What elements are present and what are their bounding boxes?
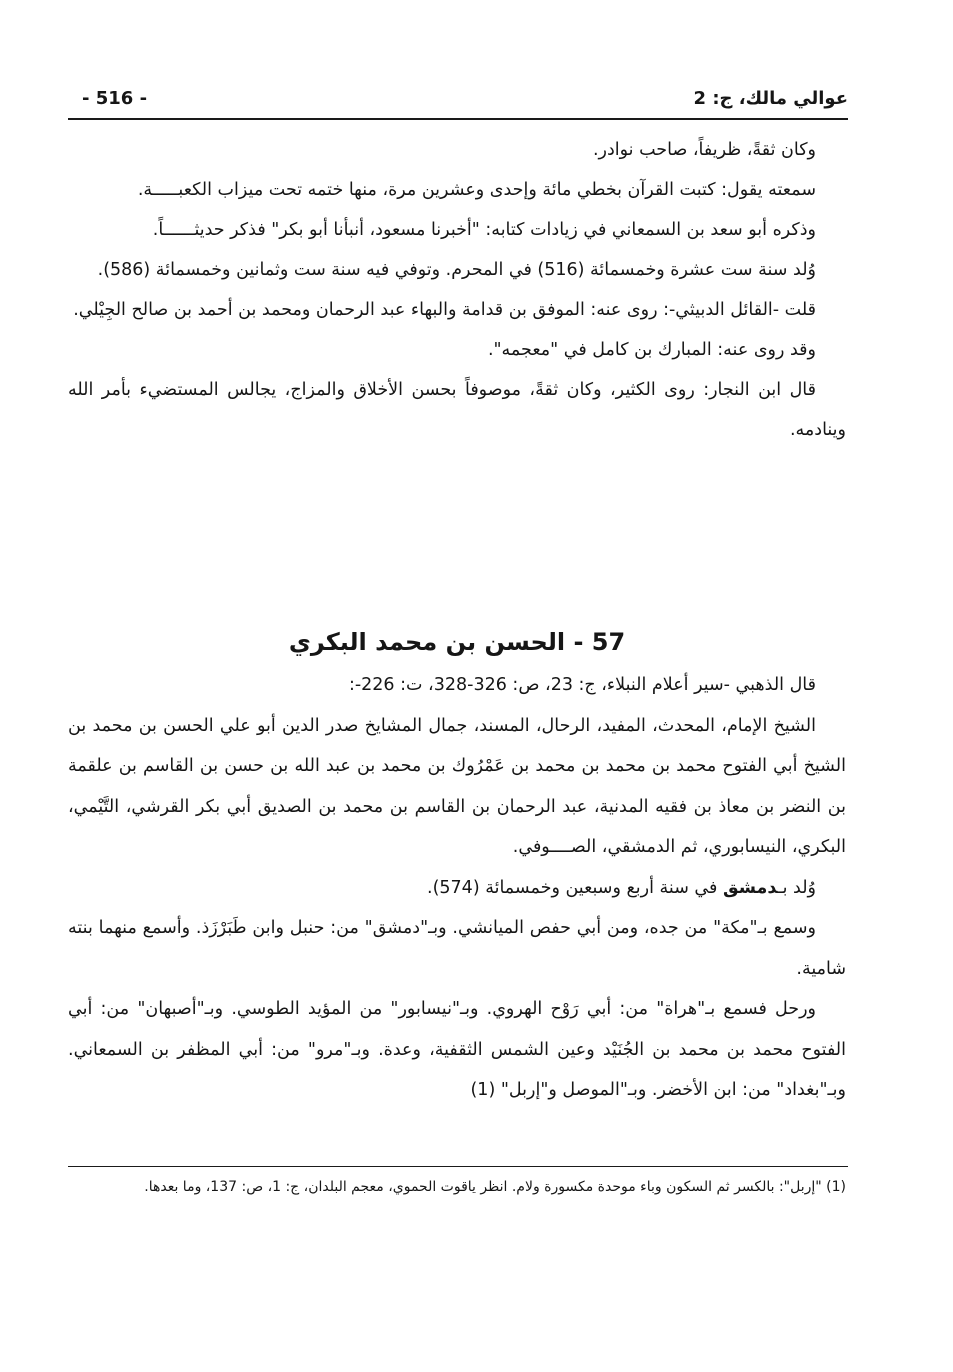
paragraph: قلت -القائل الدبيثي-: روى عنه: الموفق بن قدامة والبهاء عبد الرحمان ومحمد بن أحمد بن صالح الجِيْلي. [73,300,816,320]
paragraph: سمعته يقول: كتبت القرآن بخطي مائة وإحدى وعشرين مرة، منها ختمه تحت ميزاب الكعبـــــة. [137,180,816,200]
birth-city: دمشق [722,877,778,898]
running-header [68,88,848,114]
biography-paragraph: الشيخ الإمام، المحدث، المفيد، الرحال، المسند، جمال المشايخ صدر الدين أبو علي الحسن بن محمد بن الشيخ أبي الفتوح محمد بن محمد بن محمد بن عَمْرُوك بن محمد بن عبد الله بن حسن بن القاسم بن علقمة بن النضر بن معاذ بن فقيه المدنية، عبد الرحمان بن القاسم بن محمد بن الصديق أبي بكر القرشي، التَّيْمي، البكري، النيسابوري، ثم الدمشقي، الصــــوفي. [68,715,846,857]
footnote-rule [68,1166,848,1167]
birth-paragraph [68,868,846,909]
paragraph: وكان ثقةً، ظريفاً، صاحب نوادر. [592,140,816,160]
source-line: قال الذهبي -سير أعلام النبلاء، ج: 23، ص: 326-328، ت: 226-: [348,675,816,695]
paragraph: قال ابن النجار: روى الكثير، وكان ثقةً، موصوفاً بحسن الأخلاق والمزاج، يجالس المستضيء بأمر الله وينادمه. [68,380,846,440]
body-text-top [68,130,846,450]
footnote: (1) "إربل": بالكسر ثم السكون وباء موحدة مكسورة ولام. انظر ياقوت الحموي، معجم البلدان، ج: 1، ص: 137، وما بعدها. [144,1179,846,1195]
entry-heading: 57 - الحسن بن محمد البكري [288,628,626,656]
birth-rest: في سنة أربع وسبعين وخمسمائة (574). [427,877,723,898]
paragraph: وُلد سنة ست عشرة وخمسمائة (516) في المحرم. وتوفي فيه سنة ست وثمانين وخمسمائة (586). [97,260,816,280]
body-text-bottom [68,665,846,1111]
paragraph: وقد روى عنه: المبارك بن كامل في "معجمه". [487,340,816,360]
page-number: - 516 - [82,88,148,109]
paragraph: وذكره أبو سعد بن السمعاني في زيادات كتابه: "أخبرنا مسعود، أنبأنا أبو بكر" فذكر حديثــــــاً. [152,220,816,240]
travel-paragraph: ورحل فسمع بـ"هراة" من: أبي رَوْح الهروي. وبـ"نيسابور" من المؤيد الطوسي. وبـ"أصبهان" من: أبي الفتوح محمد بن محمد بن الجُنَيْد وعين الشمس الثقفية، وعدة. وبـ"مرو" من: أبي المظفر بن السمعاني. وبـ"بغداد" من: ابن الأخضر. وبـ"الموصل و"إربل" (1) [68,999,846,1100]
heard-paragraph: وسمع بـ"مكة" من جده، ومن أبي حفص الميانشي. وبـ"دمشق" من: حنبل وابن طَبَرْزَذ. وأسمع منهما بنته شامية. [68,918,846,979]
book-title: عوالي مالك، ج: 2 [693,88,848,109]
header-rule [68,118,848,120]
birth-prefix: وُلد بـ [777,877,816,898]
